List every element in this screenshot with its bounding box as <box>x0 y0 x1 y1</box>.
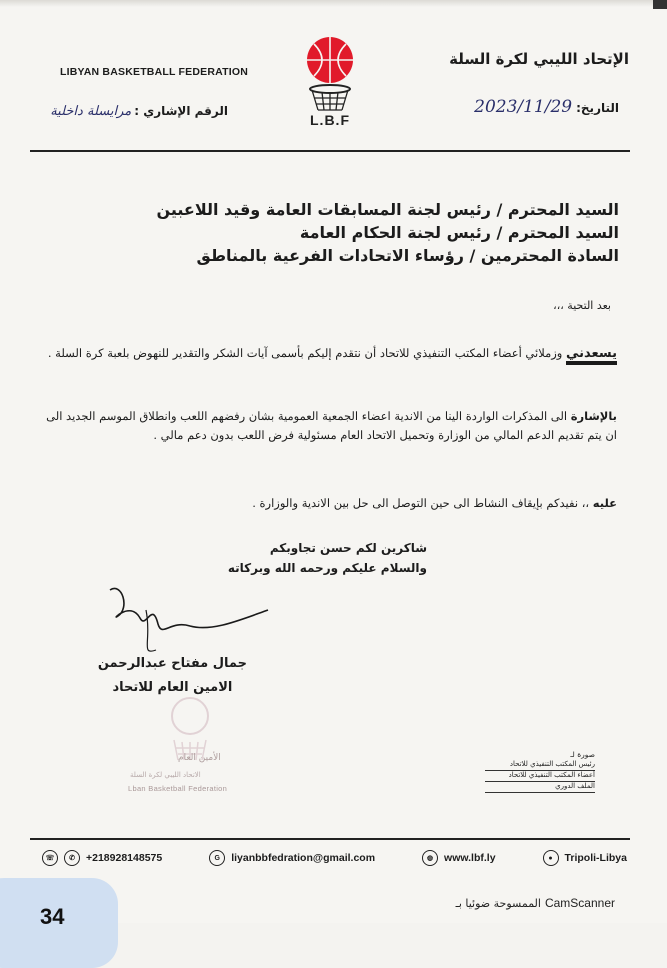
website: www.lbf.ly <box>444 852 496 864</box>
addressee-line: السيد المحترم / رئيس لجنة الحكام العامة <box>299 223 619 242</box>
scanner-label: الممسوحة ضوئيا بـ <box>455 897 541 910</box>
paragraph-thanks <box>37 344 617 363</box>
camscanner-watermark <box>456 896 615 910</box>
cc-title: صورة لـ <box>570 750 595 759</box>
paragraph-reference <box>37 407 617 445</box>
footer-location <box>543 850 627 866</box>
reference-value: مرايسلة داخلية <box>50 104 132 119</box>
stamp-line-ar: الاتحاد الليبي لكرة السلة <box>130 771 201 779</box>
cc-item: رئيس المكتب التنفيذي للاتحاد <box>485 760 595 771</box>
scan-corner-mark <box>653 0 667 9</box>
paragraph-lead: عليه <box>592 496 617 510</box>
paragraph-text: الى المذكرات الواردة الينا من الاندية اعضاء الجمعية العمومية بشان رفضهم اللعب وانطلاق الموسم الجديد الى ان يتم تقديم الدعم المالي من الوزارة وتحميل الاتحاد العام مسئولية فرض اللعب بدون دعم مالي . <box>46 409 617 442</box>
phone-icon: ☏ <box>42 850 58 866</box>
signer-name: جمال مفتاح عبدالرحمن <box>97 656 247 671</box>
header-divider <box>30 150 630 152</box>
paragraph-text: وزملائي أعضاء المكتب التنفيذي للاتحاد أن نتقدم إليكم بأسمى آيات الشكر والتقدير للنهوض بلعبة كرة السلة . <box>47 346 566 360</box>
footer-divider <box>30 838 630 840</box>
scanner-brand: CamScanner <box>544 896 615 910</box>
logo-text: L.B.F <box>310 112 350 128</box>
google-icon: G <box>209 850 225 866</box>
addressee-line: السادة المحترمين / رؤساء الاتحادات الفرعية بالمناطق <box>196 246 619 265</box>
cc-item: الملف الدوري <box>485 782 595 793</box>
reference-label: الرقم الإشاري : <box>134 104 228 118</box>
globe-icon: ◍ <box>422 850 438 866</box>
closing-line: شاكرين لكم حسن تجاوبكم <box>269 541 427 555</box>
closing <box>228 538 427 578</box>
date-label: التاريخ: <box>576 101 619 115</box>
page-number: 34 <box>40 904 65 929</box>
closing-line: والسلام عليكم ورحمه الله وبركاته <box>227 561 427 575</box>
footer-email <box>209 850 375 866</box>
footer-web <box>422 850 496 866</box>
footer-phone <box>42 850 162 866</box>
paragraph-lead: يسعدني <box>566 346 617 365</box>
paragraph-text: ،، نفيدكم بإيقاف النشاط الى حين التوصل الى حل بين الاندية والوزارة . <box>252 496 593 510</box>
email-address: liyanbbfedration@gmail.com <box>231 852 376 864</box>
addressee-list <box>59 198 619 267</box>
greeting: بعد التحية ،،، <box>553 299 611 312</box>
addressee-line: السيد المحترم / رئيس لجنة المسابقات العامة وقيد اللاعبين <box>156 200 619 219</box>
cc-item: أعضاء المكتب التنفيذي للاتحاد <box>485 771 595 782</box>
date-value: 2023/11/29 <box>474 97 573 117</box>
signer-title: الامين العام للاتحاد <box>112 680 233 695</box>
date-field <box>474 97 619 117</box>
whatsapp-icon: ✆ <box>64 850 80 866</box>
phone-number: +218928148575 <box>86 852 163 864</box>
paragraph-lead: بالإشارة <box>570 409 617 423</box>
location-pin-icon: ● <box>543 850 559 866</box>
cc-list <box>485 750 595 793</box>
stamp-title: الأمين العام <box>178 753 221 763</box>
contact-footer <box>42 850 627 866</box>
federation-name-en: LIBYAN BASKETBALL FEDERATION <box>60 66 248 78</box>
paragraph-decision <box>37 494 617 513</box>
stamp-line-en: Lban Basketball Federation <box>128 784 228 793</box>
scan-top-edge <box>0 0 667 7</box>
reference-field <box>48 104 228 119</box>
location: Tripoli-Libya <box>564 852 627 864</box>
federation-name-ar: الإتحاد الليبي لكرة السلة <box>449 50 629 68</box>
